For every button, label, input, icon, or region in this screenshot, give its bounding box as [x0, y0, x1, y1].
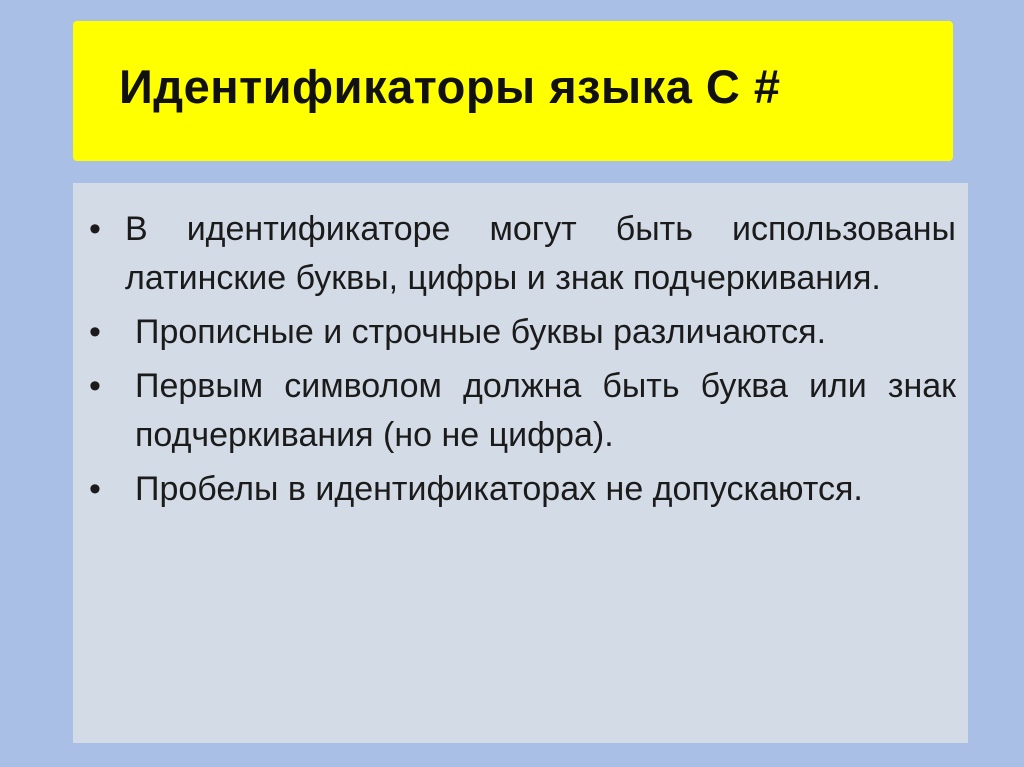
- bullet-item: [73, 465, 968, 514]
- bullet-text: Пробелы в идентификаторах не допускаются.: [135, 470, 863, 508]
- slide-title: Идентификаторы языка С #: [119, 60, 781, 113]
- bullet-dot-icon: •: [89, 470, 101, 508]
- bullet-dot-icon: •: [89, 210, 101, 248]
- bullet-text: В идентификаторе могут быть использованы латинские буквы, цифры и знак подчеркивания.: [125, 210, 956, 297]
- bullet-text: Прописные и строчные буквы различаются.: [135, 313, 827, 351]
- content-box: [73, 183, 968, 743]
- bullet-item: [73, 308, 968, 357]
- bullet-text: Первым символом должна быть буква или знак подчеркивания (но не цифра).: [135, 367, 956, 454]
- bullet-item: [73, 362, 968, 460]
- bullet-dot-icon: •: [89, 313, 101, 351]
- bullet-dot-icon: •: [89, 367, 101, 405]
- title-box: [73, 21, 953, 161]
- bullet-item: [73, 205, 968, 303]
- bullet-list: [73, 205, 968, 519]
